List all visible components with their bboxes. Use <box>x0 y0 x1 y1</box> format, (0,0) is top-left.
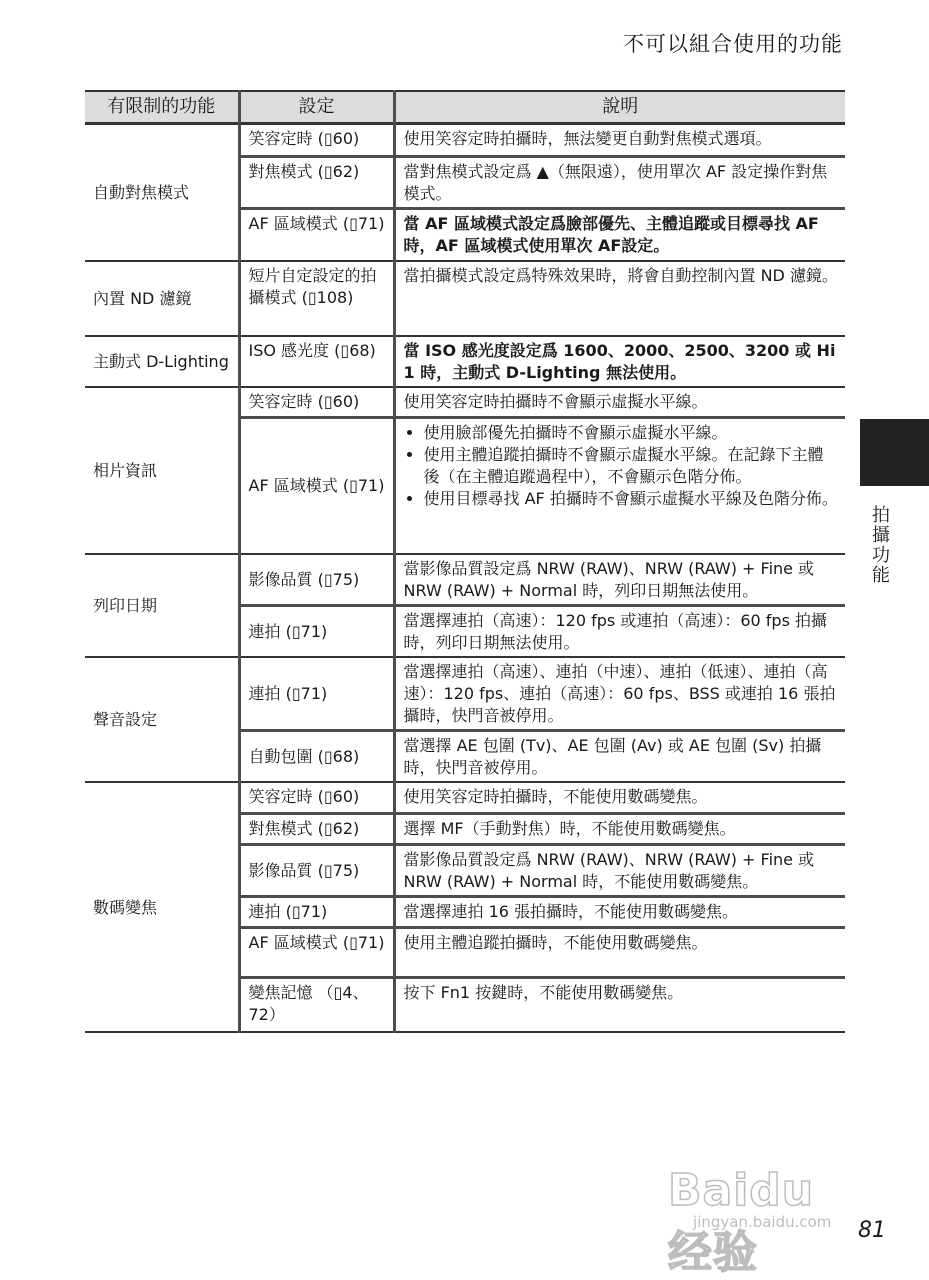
setting-cell: 短片自定設定的拍攝模式 (▯108) <box>239 261 394 336</box>
setting-cell: 自動包圍 (▯68) <box>239 731 394 783</box>
description-cell: 當選擇連拍（高速）、連拍（中速）、連拍（低速）、連拍（高速）：120 fps、連拍（高速）：60 fps、BSS 或連拍 16 張拍攝時，快門音被停用。 <box>394 657 845 731</box>
setting-cell: 笑容定時 (▯60) <box>239 782 394 813</box>
description-bullet-list <box>404 422 840 510</box>
setting-cell: 影像品質 (▯75) <box>239 554 394 606</box>
setting-cell: ISO 感光度 (▯68) <box>239 336 394 387</box>
restricted-function-cell: 自動對焦模式 <box>93 182 190 202</box>
setting-cell: 影像品質 (▯75) <box>239 844 394 896</box>
section-tab-label: 拍攝功能 <box>869 505 890 585</box>
column-header-setting: 設定 <box>239 91 394 124</box>
table-row <box>85 782 845 813</box>
setting-cell: 連拍 (▯71) <box>239 605 394 657</box>
setting-cell: AF 區域模式 (▯71) <box>239 209 394 261</box>
description-cell: 按下 Fn1 按鍵時，不能使用數碼變焦。 <box>394 977 845 1032</box>
table-row <box>85 387 845 418</box>
restrictions-table <box>85 90 845 1033</box>
restricted-function-cell: 數碼變焦 <box>93 897 158 917</box>
description-cell: 當影像品質設定爲 NRW (RAW)、NRW (RAW) + Fine 或 NRW (RAW) + Normal 時，列印日期無法使用。 <box>394 554 845 606</box>
page-number: 81 <box>858 1218 886 1243</box>
description-cell <box>394 418 845 554</box>
setting-cell: 笑容定時 (▯60) <box>239 387 394 418</box>
watermark-url: jingyan.baidu.com <box>693 1213 832 1231</box>
description-cell: 使用主體追蹤拍攝時，不能使用數碼變焦。 <box>394 927 845 977</box>
column-header-function: 有限制的功能 <box>85 91 239 124</box>
watermark-brand: Baidu 经验 <box>668 1165 815 1278</box>
restricted-function-cell: 列印日期 <box>93 595 158 615</box>
table-row <box>85 657 845 731</box>
description-cell: 當 AF 區域模式設定爲臉部優先、主體追蹤或目標尋找 AF 時，AF 區域模式使用單次 AF設定。 <box>394 209 845 261</box>
table-header-row <box>85 91 845 124</box>
description-cell: 使用笑容定時拍攝時，不能使用數碼變焦。 <box>394 782 845 813</box>
column-header-description: 說明 <box>394 91 845 124</box>
setting-cell: 笑容定時 (▯60) <box>239 124 394 157</box>
table-row <box>85 124 845 157</box>
setting-cell: AF 區域模式 (▯71) <box>239 418 394 554</box>
description-cell: 當選擇連拍 16 張拍攝時，不能使用數碼變焦。 <box>394 896 845 927</box>
table-row <box>85 261 845 336</box>
setting-cell: AF 區域模式 (▯71) <box>239 927 394 977</box>
section-tab-marker <box>860 419 929 486</box>
setting-cell: 變焦記憶 （▯4、72） <box>239 977 394 1032</box>
description-cell: 當 ISO 感光度設定爲 1600、2000、2500、3200 或 Hi 1 時，主動式 D-Lighting 無法使用。 <box>394 336 845 387</box>
list-item: • 使用臉部優先拍攝時不會顯示虛擬水平線。 <box>424 422 840 444</box>
table-row <box>85 554 845 606</box>
setting-cell: 連拍 (▯71) <box>239 657 394 731</box>
restricted-function-cell: 聲音設定 <box>93 710 158 729</box>
restricted-function-cell: 主動式 D-Lighting <box>93 351 229 371</box>
setting-cell: 連拍 (▯71) <box>239 896 394 927</box>
description-cell: 當影像品質設定爲 NRW (RAW)、NRW (RAW) + Fine 或 NRW (RAW) + Normal 時，不能使用數碼變焦。 <box>394 844 845 896</box>
description-cell: 使用笑容定時拍攝時，無法變更自動對焦模式選項。 <box>394 124 845 157</box>
restricted-function-cell: 內置 ND 濾鏡 <box>93 288 192 308</box>
description-cell: 當拍攝模式設定爲特殊效果時，將會自動控制內置 ND 濾鏡。 <box>394 261 845 336</box>
description-cell: 當選擇連拍（高速）：120 fps 或連拍（高速）：60 fps 拍攝時，列印日期無法使用。 <box>394 605 845 657</box>
description-cell: 選擇 MF（手動對焦）時，不能使用數碼變焦。 <box>394 813 845 844</box>
restricted-function-cell: 相片資訊 <box>93 460 158 480</box>
baidu-watermark <box>663 1165 863 1278</box>
description-cell: 當對焦模式設定爲 ▲（無限遠），使用單次 AF 設定操作對焦模式。 <box>394 157 845 209</box>
page-header-title: 不可以組合使用的功能 <box>623 32 843 56</box>
table-row <box>85 336 845 387</box>
setting-cell: 對焦模式 (▯62) <box>239 813 394 844</box>
list-item: • 使用目標尋找 AF 拍攝時不會顯示虛擬水平線及色階分佈。 <box>424 488 840 510</box>
description-cell: 當選擇 AE 包圍 (Tv)、AE 包圍 (Av) 或 AE 包圍 (Sv) 拍攝時，快門音被停用。 <box>394 731 845 783</box>
setting-cell: 對焦模式 (▯62) <box>239 157 394 209</box>
list-item: • 使用主體追蹤拍攝時不會顯示虛擬水平線。在記錄下主體後（在主體追蹤過程中），不會顯示色階分佈。 <box>424 444 840 488</box>
description-cell: 使用笑容定時拍攝時不會顯示虛擬水平線。 <box>394 387 845 418</box>
